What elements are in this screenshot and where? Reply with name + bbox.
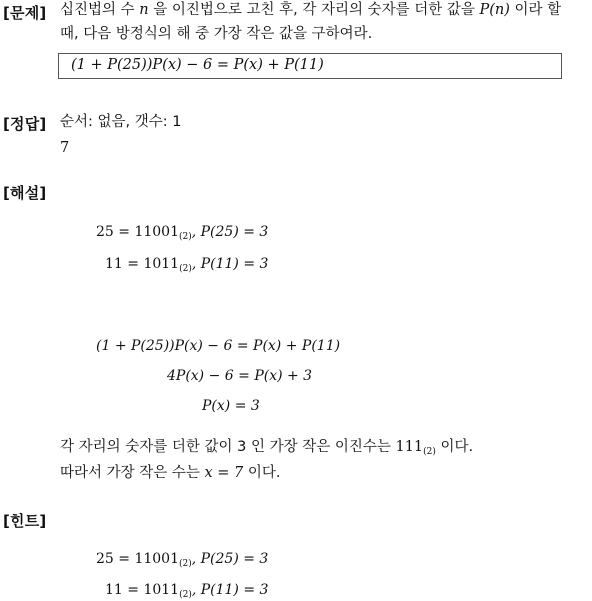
solution-eq-3: (1 + P(25))P(x) − 6 = P(x) + P(11): [96, 338, 341, 354]
variable-n: n: [139, 2, 149, 18]
solution-text-2: [60, 463, 281, 483]
problem-label: [문제]: [3, 4, 47, 22]
eq-text: , P(11) = 3: [191, 582, 269, 598]
eq-text: , P(11) = 3: [191, 256, 269, 272]
equation-box: [58, 53, 562, 79]
problem-line-1: [60, 0, 561, 20]
solution-eq-1: [96, 224, 268, 242]
eq-text: , P(25) = 3: [191, 224, 269, 240]
answer-equation: x = 7: [204, 465, 244, 481]
function-p: P(n): [479, 2, 510, 18]
answer-meta: 순서: 없음, 갯수: 1: [60, 114, 182, 130]
hint-eq-2: [105, 582, 268, 600]
hint-label: [힌트]: [3, 512, 47, 530]
eq-text: 11 = 1011: [105, 582, 180, 598]
answer-value: 7: [60, 140, 70, 156]
eq-text: 25 = 11001: [96, 551, 179, 567]
eq-text: 11 = 1011: [105, 256, 180, 272]
problem-text: 이라 할: [509, 2, 562, 18]
solution-text: 따라서 가장 작은 수는: [60, 465, 205, 481]
solution-text-1: [60, 437, 473, 462]
base-subscript: (2): [178, 559, 192, 569]
base-subscript: (2): [179, 264, 192, 274]
solution-text: 각 자리의 숫자를 더한 값이 3 인 가장 작은 이진수는: [60, 439, 396, 455]
eq-text: 25 = 11001: [96, 224, 179, 240]
solution-text: 이다.: [243, 465, 281, 481]
base-subscript: (2): [423, 447, 436, 457]
solution-text: 이다.: [435, 439, 474, 455]
base-subscript: (2): [178, 232, 192, 242]
solution-eq-2: [105, 256, 268, 274]
problem-line-2: 때, 다음 방정식의 해 중 가장 작은 값을 구하여라.: [60, 26, 373, 42]
eq-text: , P(25) = 3: [191, 551, 269, 567]
hint-eq-1: [96, 551, 268, 569]
problem-equation: (1 + P(25))P(x) − 6 = P(x) + P(11): [71, 57, 324, 73]
solution-eq-5: P(x) = 3: [202, 398, 260, 414]
problem-text: 십진법의 수: [60, 2, 140, 18]
base-subscript: (2): [179, 590, 192, 600]
answer-label: [정답]: [3, 115, 47, 133]
binary-number: 111: [395, 439, 424, 455]
problem-text: 을 이진법으로 고친 후, 각 자리의 숫자를 더한 값을: [148, 2, 480, 18]
solution-label: [해설]: [3, 184, 47, 202]
solution-eq-4: 4P(x) − 6 = P(x) + 3: [167, 368, 313, 384]
